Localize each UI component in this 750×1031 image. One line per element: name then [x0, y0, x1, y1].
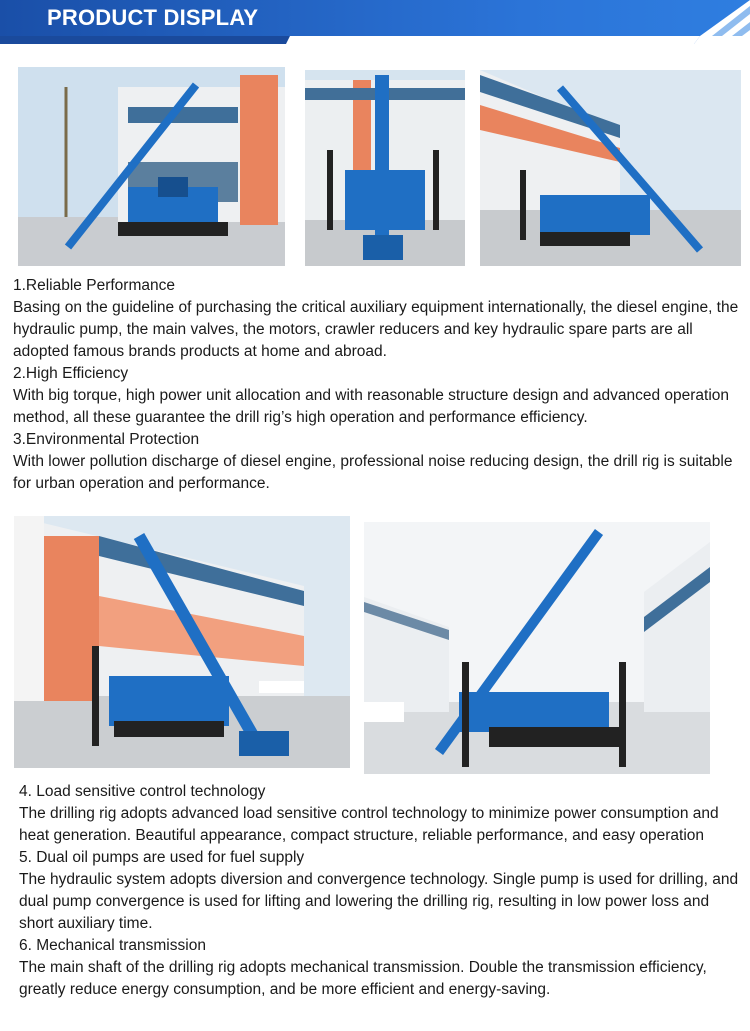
product-photo-1 [18, 67, 285, 266]
product-photo-2 [305, 70, 465, 266]
product-photo-4 [14, 516, 350, 768]
feature-1-heading: 1.Reliable Performance [13, 277, 175, 294]
feature-5-body: The hydraulic system adopts diversion and convergence technology. Single pump is used for drilling, and dual pump convergence is used for lifting and lowering the drilling rig, resulting in low power loss and short auxiliary time. [19, 871, 739, 932]
feature-6-body: The main shaft of the drilling rig adopts mechanical transmission. Double the transmission efficiency, greatly reduce energy consumption, and be more efficient and energy-saving. [19, 959, 707, 998]
feature-4-body: The drilling rig adopts advanced load sensitive control technology to minimize power consumption and heat generation. Beautiful appearance, compact structure, reliable performance, and easy operation [19, 805, 719, 844]
feature-6-heading: 6. Mechanical transmission [19, 937, 206, 954]
banner-title: PRODUCT DISPLAY [47, 5, 259, 30]
feature-2-body: With big torque, high power unit allocation and with reasonable structure design and advanced operation method, all these guarantee the drill rig’s high operation and performance efficiency. [13, 387, 730, 426]
feature-2-heading: 2.High Efficiency [13, 365, 129, 382]
product-photo-3 [480, 70, 741, 266]
feature-3-body: With lower pollution discharge of diesel engine, professional noise reducing design, the drill rig is suitable for urban operation and performance. [13, 453, 733, 492]
feature-3-heading: 3.Environmental Protection [13, 431, 200, 448]
feature-5-heading: 5. Dual oil pumps are used for fuel supply [19, 849, 305, 866]
features-section-a [13, 275, 748, 495]
product-photo-5 [364, 522, 710, 774]
header-banner [0, 0, 750, 44]
features-section-b [19, 781, 744, 1001]
feature-1-body: Basing on the guideline of purchasing the critical auxiliary equipment internationally, the diesel engine, the hydraulic pump, the main valves, the motors, crawler reducers and key hydraulic spare parts are all adopted famous brands products at home and abroad. [13, 299, 739, 360]
feature-4-heading: 4. Load sensitive control technology [19, 783, 266, 800]
